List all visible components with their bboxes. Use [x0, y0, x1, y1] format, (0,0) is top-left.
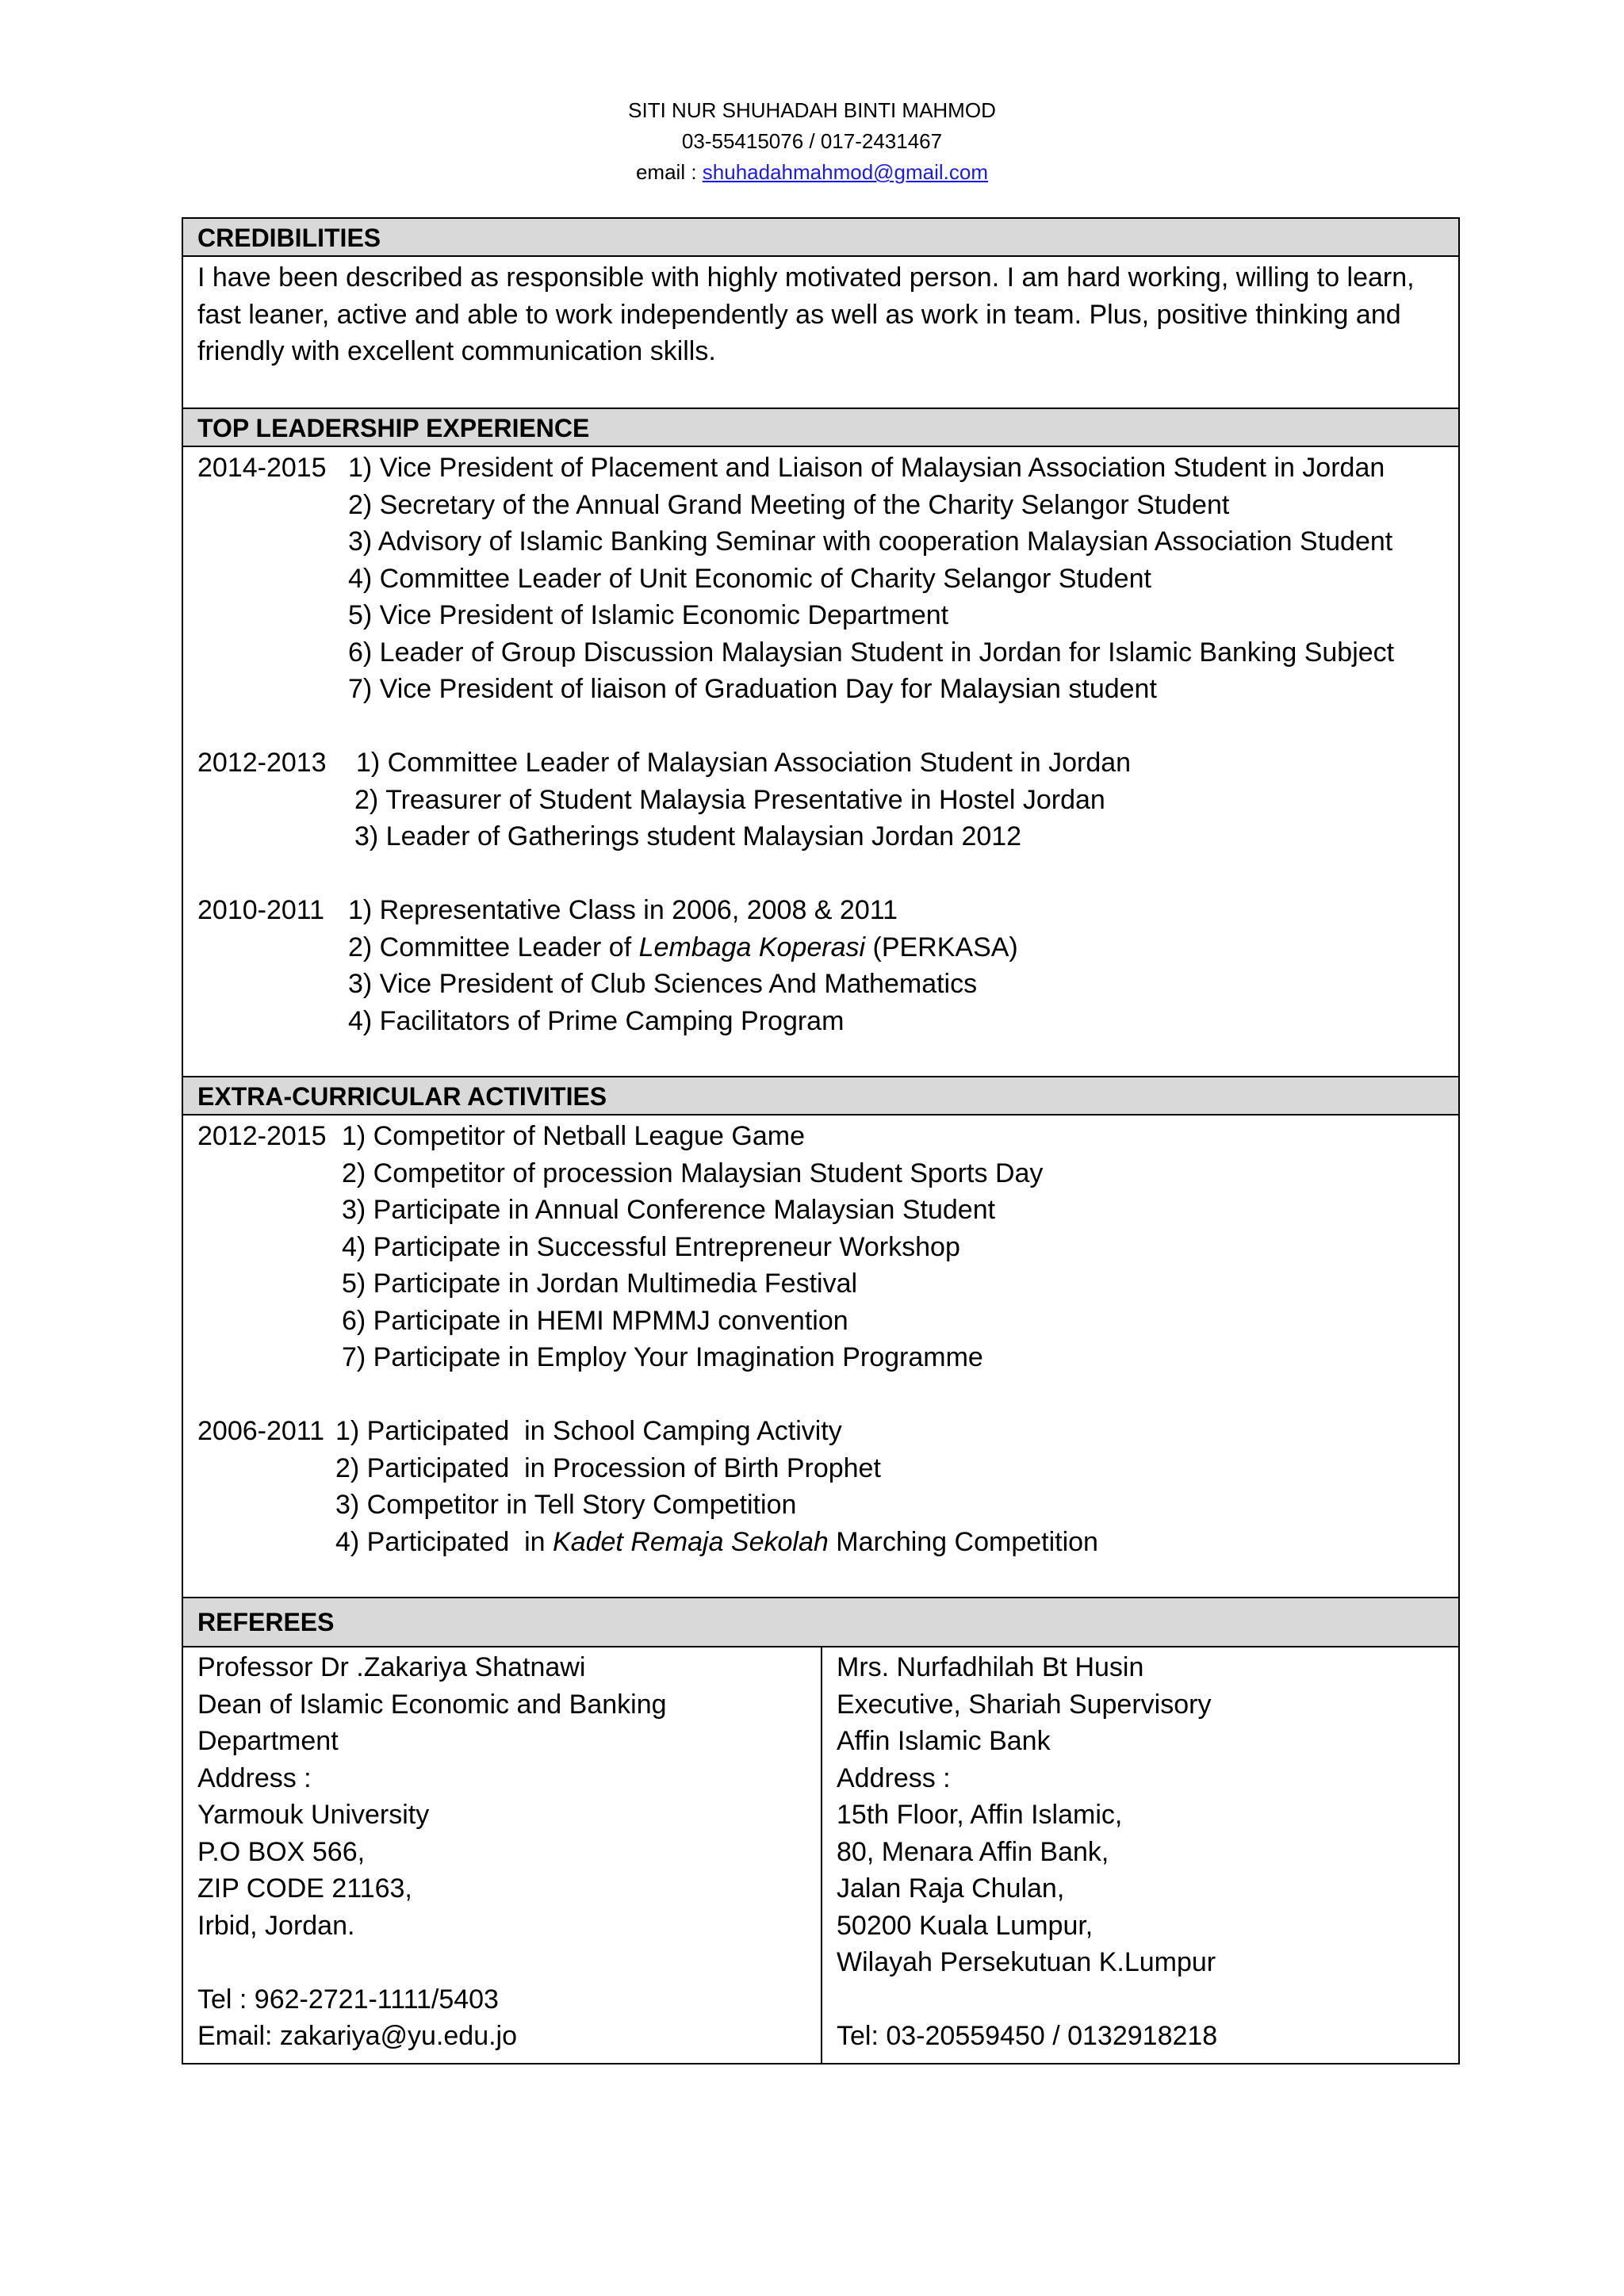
referee-line: Dean of Islamic Economic and Banking [197, 1689, 667, 1720]
list-item: 2) Treasurer of Student Malaysia Presentative in Hostel Jordan [354, 784, 1105, 815]
list-item: 5) Participate in Jordan Multimedia Festival [342, 1269, 858, 1299]
resume-table [182, 217, 1460, 2064]
year-range: 2014-2015 [197, 453, 327, 483]
referee-line: Tel : 962-2721-1111/5403 [197, 1984, 499, 2015]
applicant-name: SITI NUR SHUHADAH BINTI MAHMOD [628, 98, 996, 122]
year-range: 2010-2011 [197, 895, 325, 925]
list-item: 3) Vice President of Club Sciences And Mathematics [348, 969, 978, 999]
referee-line: Irbid, Jordan. [197, 1910, 355, 1941]
credibilities-section [183, 219, 1458, 408]
list-item: 6) Participate in HEMI MPMMJ convention [342, 1305, 848, 1336]
referee-line: Mrs. Nurfadhilah Bt Husin [837, 1652, 1144, 1682]
list-item: 5) Vice President of Islamic Economic Department [348, 600, 949, 630]
list-item: 7) Participate in Employ Your Imagination Programme [342, 1342, 983, 1372]
referee-right [821, 1647, 1458, 2063]
year-range: 2012-2015 [197, 1121, 327, 1151]
referee-line: Address : [837, 1762, 951, 1793]
email-link[interactable]: shuhadahmahmod@gmail.com [702, 160, 989, 184]
year-range: 2006-2011 [197, 1416, 325, 1446]
year-range: 2012-2013 [197, 748, 327, 778]
credibilities-heading: CREDIBILITIES [183, 219, 1458, 257]
list-item: 3) Advisory of Islamic Banking Seminar with cooperation Malaysian Association Student [348, 526, 1393, 557]
leadership-body [183, 447, 1458, 1076]
referee-line: Affin Islamic Bank [837, 1726, 1051, 1756]
list-item: 6) Leader of Group Discussion Malaysian Student in Jordan for Islamic Banking Subject [348, 637, 1395, 668]
email-line [0, 157, 1624, 188]
extracurricular-section [183, 1076, 1458, 1597]
list-item: 3) Participate in Annual Conference Malaysian Student [342, 1195, 996, 1225]
credibilities-text: I have been described as responsible with highly motivated person. I am hard working, willing to learn, fast leaner, active and able to work independently as well as work in team. Plus, positive thinking and friendly with excellent communication skills. [197, 262, 1415, 366]
list-item: 2014-2015 1) Vice President of Placement and Liaison of Malaysian Association Student in Jordan [197, 450, 1444, 487]
list-item: 2012-2013 1) Committee Leader of Malaysian Association Student in Jordan [197, 744, 1444, 782]
list-item: 3) Competitor in Tell Story Competition [335, 1490, 797, 1520]
referee-line: Wilayah Persekutuan K.Lumpur [837, 1947, 1216, 1977]
referees-section [183, 1597, 1458, 2063]
referee-line: Email: zakariya@yu.edu.jo [197, 2021, 518, 2051]
resume-header [0, 95, 1624, 188]
referee-line: Professor Dr .Zakariya Shatnawi [197, 1652, 586, 1682]
list-item: 4) Facilitators of Prime Camping Program [348, 1005, 845, 1036]
list-item: 2010-2011 1) Representative Class in 2006, 2008 & 2011 [197, 892, 1444, 929]
extracurricular-body [183, 1115, 1458, 1597]
list-item: 7) Vice President of liaison of Graduation Day for Malaysian student [348, 674, 1157, 704]
referee-line: ZIP CODE 21163, [197, 1873, 412, 1904]
referees-heading: REFEREES [183, 1598, 1458, 1647]
list-item: 4) Committee Leader of Unit Economic of Charity Selangor Student [348, 563, 1151, 594]
list-item: 2) Participated in Procession of Birth Prophet [335, 1452, 881, 1483]
referee-line: 15th Floor, Affin Islamic, [837, 1800, 1123, 1830]
list-item: 4) Participate in Successful Entrepreneur Workshop [342, 1231, 960, 1262]
referee-line: P.O BOX 566, [197, 1836, 366, 1867]
list-item: 2) Competitor of procession Malaysian Student Sports Day [342, 1158, 1044, 1188]
referee-line: 50200 Kuala Lumpur, [837, 1910, 1094, 1941]
list-item: 2012-2015 1) Competitor of Netball League Game [197, 1118, 1444, 1155]
referee-line: Department [197, 1726, 339, 1756]
referee-line: Address : [197, 1762, 312, 1793]
leadership-section [183, 408, 1458, 1076]
phone-numbers: 03-55415076 / 017-2431467 [681, 129, 943, 153]
list-item: 2) Committee Leader of Lembaga Koperasi (PERKASA) [348, 932, 1018, 962]
referee-line: Tel: 03-20559450 / 0132918218 [837, 2021, 1218, 2051]
referee-line: Jalan Raja Chulan, [837, 1873, 1065, 1904]
credibilities-body [183, 257, 1458, 408]
leadership-heading: TOP LEADERSHIP EXPERIENCE [183, 409, 1458, 447]
extracurricular-heading: EXTRA-CURRICULAR ACTIVITIES [183, 1077, 1458, 1115]
list-item: 2006-2011 1) Participated in School Camping Activity [197, 1413, 1444, 1450]
referee-line: Executive, Shariah Supervisory [837, 1689, 1212, 1720]
email-label: email : [635, 160, 703, 184]
list-item: 3) Leader of Gatherings student Malaysian Jordan 2012 [354, 821, 1022, 851]
list-item: 4) Participated in Kadet Remaja Sekolah Marching Competition [335, 1526, 1098, 1557]
list-item: 2) Secretary of the Annual Grand Meeting of the Charity Selangor Student [348, 489, 1230, 520]
referee-left [183, 1647, 821, 2063]
referee-line: Yarmouk University [197, 1800, 430, 1830]
referee-line: 80, Menara Affin Bank, [837, 1836, 1109, 1867]
referees-row [183, 1647, 1458, 2063]
